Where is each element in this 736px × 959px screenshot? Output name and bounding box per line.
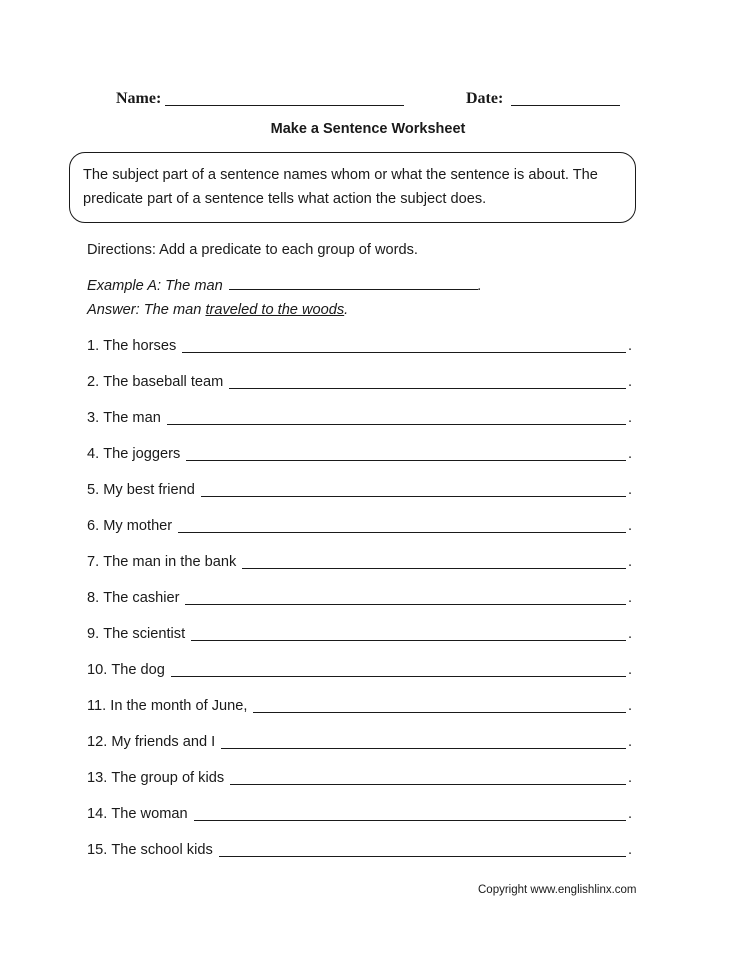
- item-subject: My friends and I: [111, 734, 216, 750]
- item-number: 8.: [87, 590, 100, 606]
- exercise-item: [87, 590, 632, 626]
- item-number: 5.: [87, 482, 100, 498]
- answer-blank[interactable]: [229, 374, 626, 389]
- item-number: 6.: [87, 518, 100, 534]
- item-period: .: [627, 446, 632, 462]
- definition-box: [69, 152, 636, 223]
- answer-blank[interactable]: [219, 842, 626, 857]
- item-period: .: [627, 626, 632, 642]
- item-period: .: [627, 806, 632, 822]
- item-period: .: [627, 842, 632, 858]
- answer-blank[interactable]: [191, 626, 626, 641]
- item-subject: The horses: [103, 338, 177, 354]
- exercise-item: [87, 806, 632, 842]
- example-blank: [229, 289, 478, 290]
- exercise-item: [87, 734, 632, 770]
- item-number: 13.: [87, 770, 108, 786]
- answer-blank[interactable]: [194, 806, 626, 821]
- item-number: 9.: [87, 626, 100, 642]
- exercise-item: [87, 410, 632, 446]
- item-period: .: [627, 518, 632, 534]
- item-period: .: [627, 770, 632, 786]
- name-field[interactable]: [165, 105, 404, 106]
- answer-blank[interactable]: [221, 734, 626, 749]
- date-field[interactable]: [511, 105, 620, 106]
- item-subject: The joggers: [103, 446, 181, 462]
- item-subject: The scientist: [103, 626, 186, 642]
- exercise-item: [87, 554, 632, 590]
- exercise-item: [87, 446, 632, 482]
- item-subject: The dog: [111, 662, 165, 678]
- item-subject: The group of kids: [111, 770, 225, 786]
- item-period: .: [627, 554, 632, 570]
- item-period: .: [627, 662, 632, 678]
- answer-blank[interactable]: [182, 338, 626, 353]
- answer-blank[interactable]: [230, 770, 626, 785]
- exercise-item: [87, 662, 632, 698]
- item-subject: The cashier: [103, 590, 180, 606]
- answer-blank[interactable]: [201, 482, 626, 497]
- item-period: .: [627, 698, 632, 714]
- exercise-item: [87, 842, 632, 878]
- item-number: 10.: [87, 662, 108, 678]
- item-subject: The man: [103, 410, 161, 426]
- answer-blank[interactable]: [253, 698, 626, 713]
- item-number: 11.: [87, 698, 107, 714]
- item-period: .: [627, 482, 632, 498]
- answer-period: .: [344, 302, 349, 318]
- item-number: 12.: [87, 734, 108, 750]
- answer-blank[interactable]: [171, 662, 626, 677]
- example-label: Example A: The man: [87, 278, 223, 294]
- item-subject: My mother: [103, 518, 173, 534]
- item-number: 3.: [87, 410, 100, 426]
- item-number: 1.: [87, 338, 100, 354]
- definition-line-2: predicate part of a sentence tells what action the subject does.: [83, 191, 487, 207]
- exercise-item: [87, 770, 632, 806]
- item-subject: The woman: [111, 806, 188, 822]
- example-a: [87, 278, 482, 294]
- item-number: 15.: [87, 842, 108, 858]
- item-period: .: [627, 410, 632, 426]
- item-subject: The man in the bank: [103, 554, 237, 570]
- exercise-item: [87, 698, 632, 734]
- exercise-item: [87, 482, 632, 518]
- exercise-item: [87, 626, 632, 662]
- definition-line-1: The subject part of a sentence names whom or what the sentence is about. The: [83, 167, 598, 183]
- answer-blank[interactable]: [167, 410, 626, 425]
- item-period: .: [627, 734, 632, 750]
- answer-blank[interactable]: [185, 590, 625, 605]
- answer-predicate: traveled to the woods: [205, 302, 345, 318]
- exercise-list: [87, 338, 632, 878]
- page-title: Make a Sentence Worksheet: [270, 121, 466, 137]
- item-number: 4.: [87, 446, 100, 462]
- item-period: .: [627, 590, 632, 606]
- answer-prefix: Answer: The man: [87, 302, 202, 318]
- item-number: 14.: [87, 806, 108, 822]
- answer-blank[interactable]: [186, 446, 626, 461]
- answer-blank[interactable]: [178, 518, 626, 533]
- date-label: Date:: [466, 90, 504, 107]
- item-period: .: [627, 374, 632, 390]
- example-answer: [87, 302, 348, 318]
- item-subject: The baseball team: [103, 374, 224, 390]
- copyright: Copyright www.englishlinx.com: [478, 884, 637, 896]
- exercise-item: [87, 374, 632, 410]
- item-number: 7.: [87, 554, 100, 570]
- example-period: .: [477, 278, 482, 294]
- exercise-item: [87, 338, 632, 374]
- item-subject: In the month of June,: [110, 698, 248, 714]
- header-row: [0, 88, 736, 112]
- item-period: .: [627, 338, 632, 354]
- item-subject: My best friend: [103, 482, 195, 498]
- directions: Directions: Add a predicate to each group of words.: [87, 242, 418, 258]
- item-subject: The school kids: [111, 842, 213, 858]
- item-number: 2.: [87, 374, 100, 390]
- exercise-item: [87, 518, 632, 554]
- answer-blank[interactable]: [242, 554, 626, 569]
- name-label: Name:: [116, 90, 162, 107]
